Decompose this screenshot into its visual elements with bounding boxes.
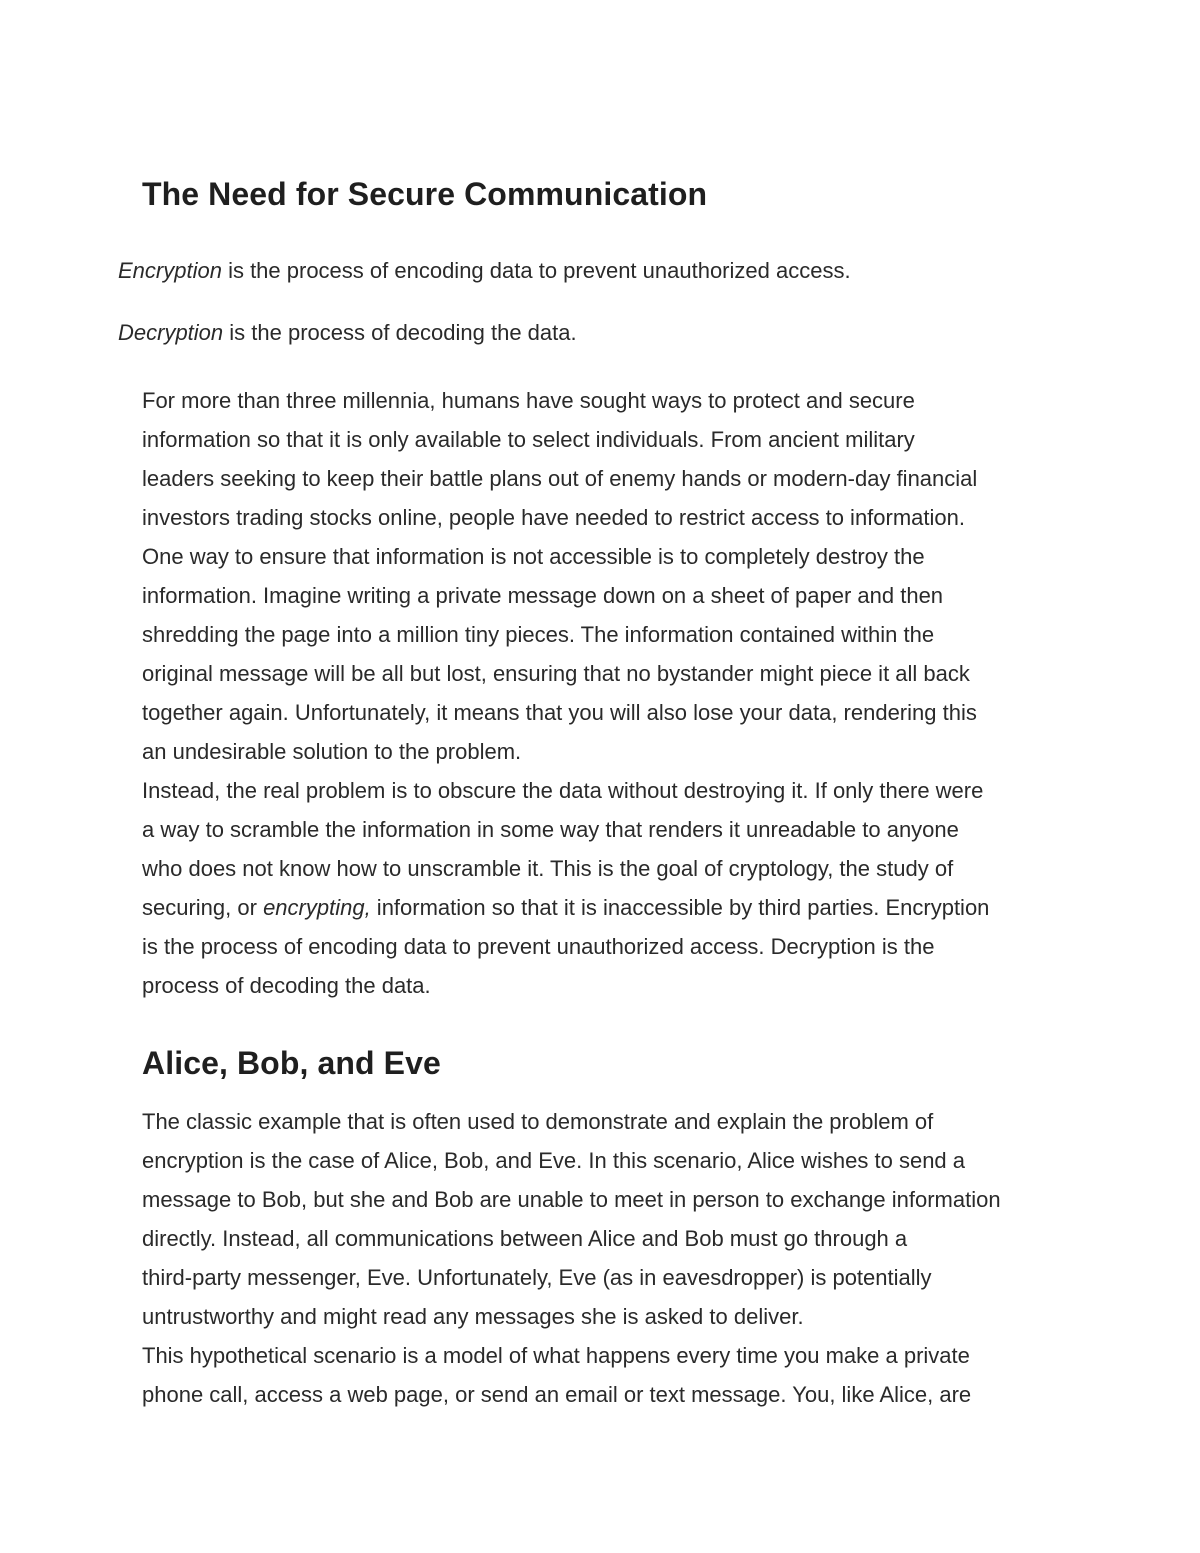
text-line: For more than three millennia, humans have sought ways to protect and secure	[142, 388, 915, 413]
text-line: The classic example that is often used to demonstrate and explain the problem of	[142, 1109, 934, 1134]
text-line: leaders seeking to keep their battle plans out of enemy hands or modern-day financial	[142, 466, 978, 491]
section-heading-alice-bob-eve: Alice, Bob, and Eve	[142, 1045, 441, 1081]
italic-term: encrypting,	[263, 895, 371, 920]
text-line: together again. Unfortunately, it means that you will also lose your data, rendering this	[142, 700, 977, 725]
text-segment: securing, or	[142, 895, 264, 920]
text-line: who does not know how to unscramble it. This is the goal of cryptology, the study of	[142, 856, 954, 881]
text-line: a way to scramble the information in some way that renders it unreadable to anyone	[142, 817, 959, 842]
definition-encryption	[118, 256, 851, 286]
text-line: investors trading stocks online, people have needed to restrict access to information.	[142, 505, 966, 530]
definition-term: Decryption	[118, 320, 224, 345]
body-paragraph-alice-bob-eve	[142, 1102, 1072, 1414]
text-line: phone call, access a web page, or send an email or text message. You, like Alice, are	[142, 1382, 972, 1407]
text-line: Instead, the real problem is to obscure the data without destroying it. If only there were	[142, 778, 984, 803]
text-line: shredding the page into a million tiny pieces. The information contained within the	[142, 622, 935, 647]
text-line: is the process of encoding data to prevent unauthorized access. Decryption is the	[142, 934, 935, 959]
text-line: information so that it is only available to select individuals. From ancient military	[142, 427, 915, 452]
text-line: untrustworthy and might read any messages she is asked to deliver.	[142, 1304, 804, 1329]
body-paragraph-history	[142, 381, 1072, 1005]
text-line: information. Imagine writing a private message down on a sheet of paper and then	[142, 583, 944, 608]
definition-decryption	[118, 318, 577, 348]
text-line: third-party messenger, Eve. Unfortunately, Eve (as in eavesdropper) is potentially	[142, 1265, 932, 1290]
definition-text: is the process of encoding data to prevent unauthorized access.	[221, 258, 851, 283]
text-segment: information so that it is inaccessible by third parties. Encryption	[370, 895, 990, 920]
section-heading-secure-communication: The Need for Secure Communication	[142, 176, 708, 212]
text-line: message to Bob, but she and Bob are unable to meet in person to exchange information	[142, 1187, 1001, 1212]
text-line: original message will be all but lost, ensuring that no bystander might piece it all back	[142, 661, 970, 686]
text-line: process of decoding the data.	[142, 973, 431, 998]
definition-text: is the process of decoding the data.	[223, 320, 577, 345]
definition-term: Encryption	[118, 258, 222, 283]
text-line: directly. Instead, all communications between Alice and Bob must go through a	[142, 1226, 908, 1251]
text-line: One way to ensure that information is not accessible is to completely destroy the	[142, 544, 925, 569]
text-line: an undesirable solution to the problem.	[142, 739, 522, 764]
text-line: This hypothetical scenario is a model of what happens every time you make a private	[142, 1343, 970, 1368]
text-line: encryption is the case of Alice, Bob, and Eve. In this scenario, Alice wishes to send a	[142, 1148, 966, 1173]
text-line-with-italic	[142, 888, 1072, 927]
